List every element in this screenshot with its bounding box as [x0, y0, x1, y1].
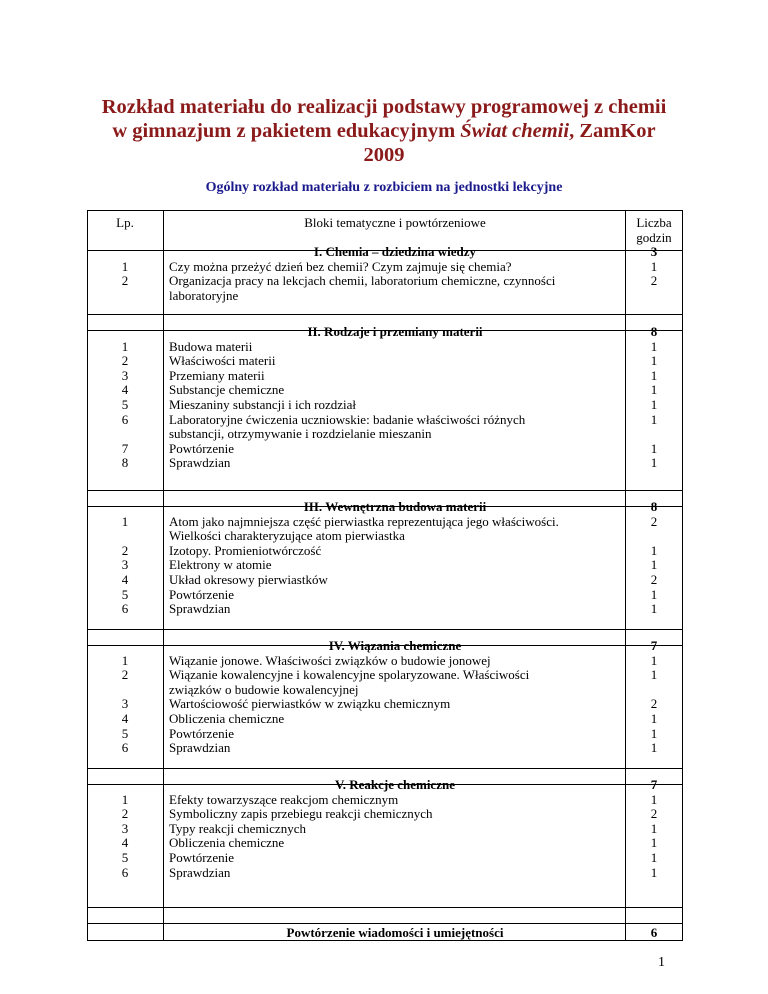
row-topic: Czy można przeżyć dzień bez chemii? Czym zajmuje się chemia? [169, 258, 512, 274]
row-hours: 1 [650, 711, 658, 726]
row-hours: 1 [650, 338, 658, 354]
section-title: II. Rodzaje i przemiany materii [307, 324, 483, 339]
row-number: 8 [121, 455, 129, 471]
row-topic: Izotopy. Promieniotwórczość [169, 542, 322, 558]
row-hours: 1 [650, 411, 658, 427]
row-topic: Laboratoryjne ćwiczenia uczniowskie: badanie właściwości różnych [169, 411, 526, 427]
header-hours-1: Liczba [636, 215, 672, 230]
row-hours: 1 [650, 397, 658, 412]
row-number: 1 [121, 338, 129, 354]
row-number: 6 [121, 411, 129, 427]
row-hours: 1 [650, 725, 658, 741]
row-topic: Powtórzenie [169, 586, 234, 602]
schedule-table [87, 210, 683, 941]
row-topic: Wiązanie kowalencyjne i kowalencyjne spolaryzowane. Właściwości [169, 667, 530, 683]
row-number: 3 [121, 820, 129, 836]
title-line-2-pre: w gimnazjum z pakietem edukacyjnym [112, 120, 461, 142]
row-topic: Sprawdzian [169, 864, 231, 880]
row-number: 2 [121, 542, 129, 558]
row-hours: 2 [650, 513, 658, 529]
row-number: 6 [121, 740, 129, 756]
row-topic: Sprawdzian [169, 601, 231, 617]
row-hours: 2 [650, 273, 658, 289]
row-number: 7 [121, 440, 129, 456]
row-hours: 1 [650, 353, 658, 369]
row-topic: Przemiany materii [169, 367, 265, 383]
table-row-border [87, 210, 683, 211]
table-row-border [87, 490, 683, 491]
row-topic: substancji, otrzymywanie i rozdzielanie mieszanin [169, 426, 432, 442]
row-number: 5 [121, 397, 129, 412]
row-hours: 1 [650, 791, 658, 807]
row-topic: Atom jako najmniejsza część pierwiastka reprezentująca jego właściwości. [169, 513, 559, 529]
row-topic: Typy reakcji chemicznych [169, 820, 306, 836]
row-hours: 1 [650, 667, 658, 683]
table-row-border [87, 923, 683, 924]
row-number: 1 [121, 258, 129, 274]
row-hours: 1 [650, 652, 658, 668]
row-topic: związków o budowie kowalencyjnej [169, 681, 359, 697]
row-number: 4 [121, 835, 129, 851]
row-topic: laboratoryjne [169, 287, 239, 303]
row-number: 2 [121, 273, 129, 289]
section-hours: 3 [650, 244, 658, 259]
title-line-2-post: , ZamKor [569, 120, 656, 142]
row-topic: Wiązanie jonowe. Właściwości związków o budowie jonowej [169, 652, 491, 668]
row-hours: 1 [650, 542, 658, 558]
table-row-border [87, 314, 683, 315]
final-section-title: Powtórzenie wiadomości i umiejętności [286, 925, 504, 940]
row-number: 6 [121, 864, 129, 880]
section-title: V. Reakcje chemiczne [335, 777, 455, 792]
row-hours: 1 [650, 258, 658, 274]
document-title [70, 95, 698, 167]
header-blocks: Bloki tematyczne i powtórzeniowe [304, 215, 486, 230]
final-section-hours: 6 [650, 925, 658, 940]
row-topic: Symboliczny zapis przebiegu reakcji chemicznych [169, 806, 433, 822]
row-number: 3 [121, 557, 129, 573]
row-hours: 1 [650, 586, 658, 602]
row-topic: Organizacja pracy na lekcjach chemii, laboratorium chemiczne, czynności [169, 273, 556, 289]
row-number: 5 [121, 586, 129, 602]
row-topic: Powtórzenie [169, 440, 234, 456]
row-topic: Układ okresowy pierwiastków [169, 572, 328, 587]
row-topic: Sprawdzian [169, 740, 231, 756]
document-subtitle: Ogólny rozkład materiału z rozbiciem na jednostki lekcyjne [205, 180, 563, 195]
section-title: I. Chemia – dziedzina wiedzy [313, 244, 477, 259]
row-hours: 1 [650, 835, 658, 851]
section-hours: 8 [650, 324, 658, 339]
row-number: 2 [121, 806, 129, 822]
section-title: III. Wewnętrzna budowa materii [303, 499, 487, 514]
header-lp: Lp. [116, 215, 134, 230]
row-topic: Elektrony w atomie [169, 557, 272, 573]
row-topic: Powtórzenie [169, 850, 234, 865]
row-number: 1 [121, 513, 129, 529]
row-hours: 2 [650, 806, 658, 822]
row-number: 1 [121, 652, 129, 668]
title-line-3: 2009 [363, 144, 405, 166]
row-topic: Wielkości charakteryzujące atom pierwiastka [169, 528, 405, 544]
row-number: 5 [121, 850, 129, 865]
section-hours: 7 [650, 638, 658, 653]
page-number: 1 [658, 955, 665, 970]
table-column-border [163, 210, 164, 941]
section-hours: 8 [650, 499, 658, 514]
row-number: 2 [121, 667, 129, 683]
row-topic: Obliczenia chemiczne [169, 711, 285, 726]
section-title: IV. Wiązania chemiczne [328, 638, 462, 653]
table-row-border [87, 768, 683, 769]
row-hours: 1 [650, 382, 658, 398]
row-number: 6 [121, 601, 129, 617]
row-hours: 1 [650, 601, 658, 617]
row-hours: 2 [650, 572, 658, 587]
row-hours: 1 [650, 455, 658, 471]
title-line-1: Rozkład materiału do realizacji podstawy programowej z chemii [101, 96, 667, 118]
row-topic: Obliczenia chemiczne [169, 835, 285, 851]
row-topic: Właściwości materii [169, 353, 276, 369]
row-topic: Sprawdzian [169, 455, 231, 471]
row-topic: Budowa materii [169, 338, 253, 354]
row-hours: 2 [650, 696, 658, 712]
section-hours: 7 [650, 777, 658, 792]
header-hours-2: godzin [636, 229, 672, 245]
row-hours: 1 [650, 740, 658, 756]
row-number: 4 [121, 572, 129, 587]
row-number: 4 [121, 711, 129, 726]
title-line-2-italic: Świat chemii [460, 120, 570, 142]
title-line-2 [70, 119, 698, 143]
row-hours: 1 [650, 440, 658, 456]
row-topic: Wartościowość pierwiastków w związku chemicznym [169, 696, 451, 712]
row-number: 3 [121, 696, 129, 712]
row-topic: Substancje chemiczne [169, 382, 285, 398]
row-number: 2 [121, 353, 129, 369]
row-number: 5 [121, 725, 129, 741]
row-hours: 1 [650, 820, 658, 836]
row-topic: Powtórzenie [169, 725, 234, 741]
table-row-border [87, 907, 683, 908]
row-number: 1 [121, 791, 129, 807]
row-hours: 1 [650, 557, 658, 573]
table-row-border [87, 629, 683, 630]
row-hours: 1 [650, 864, 658, 880]
row-topic: Efekty towarzyszące reakcjom chemicznym [169, 791, 399, 807]
row-number: 4 [121, 382, 129, 398]
row-topic: Mieszaniny substancji i ich rozdział [169, 397, 357, 412]
row-hours: 1 [650, 367, 658, 383]
row-hours: 1 [650, 850, 658, 865]
row-number: 3 [121, 367, 129, 383]
